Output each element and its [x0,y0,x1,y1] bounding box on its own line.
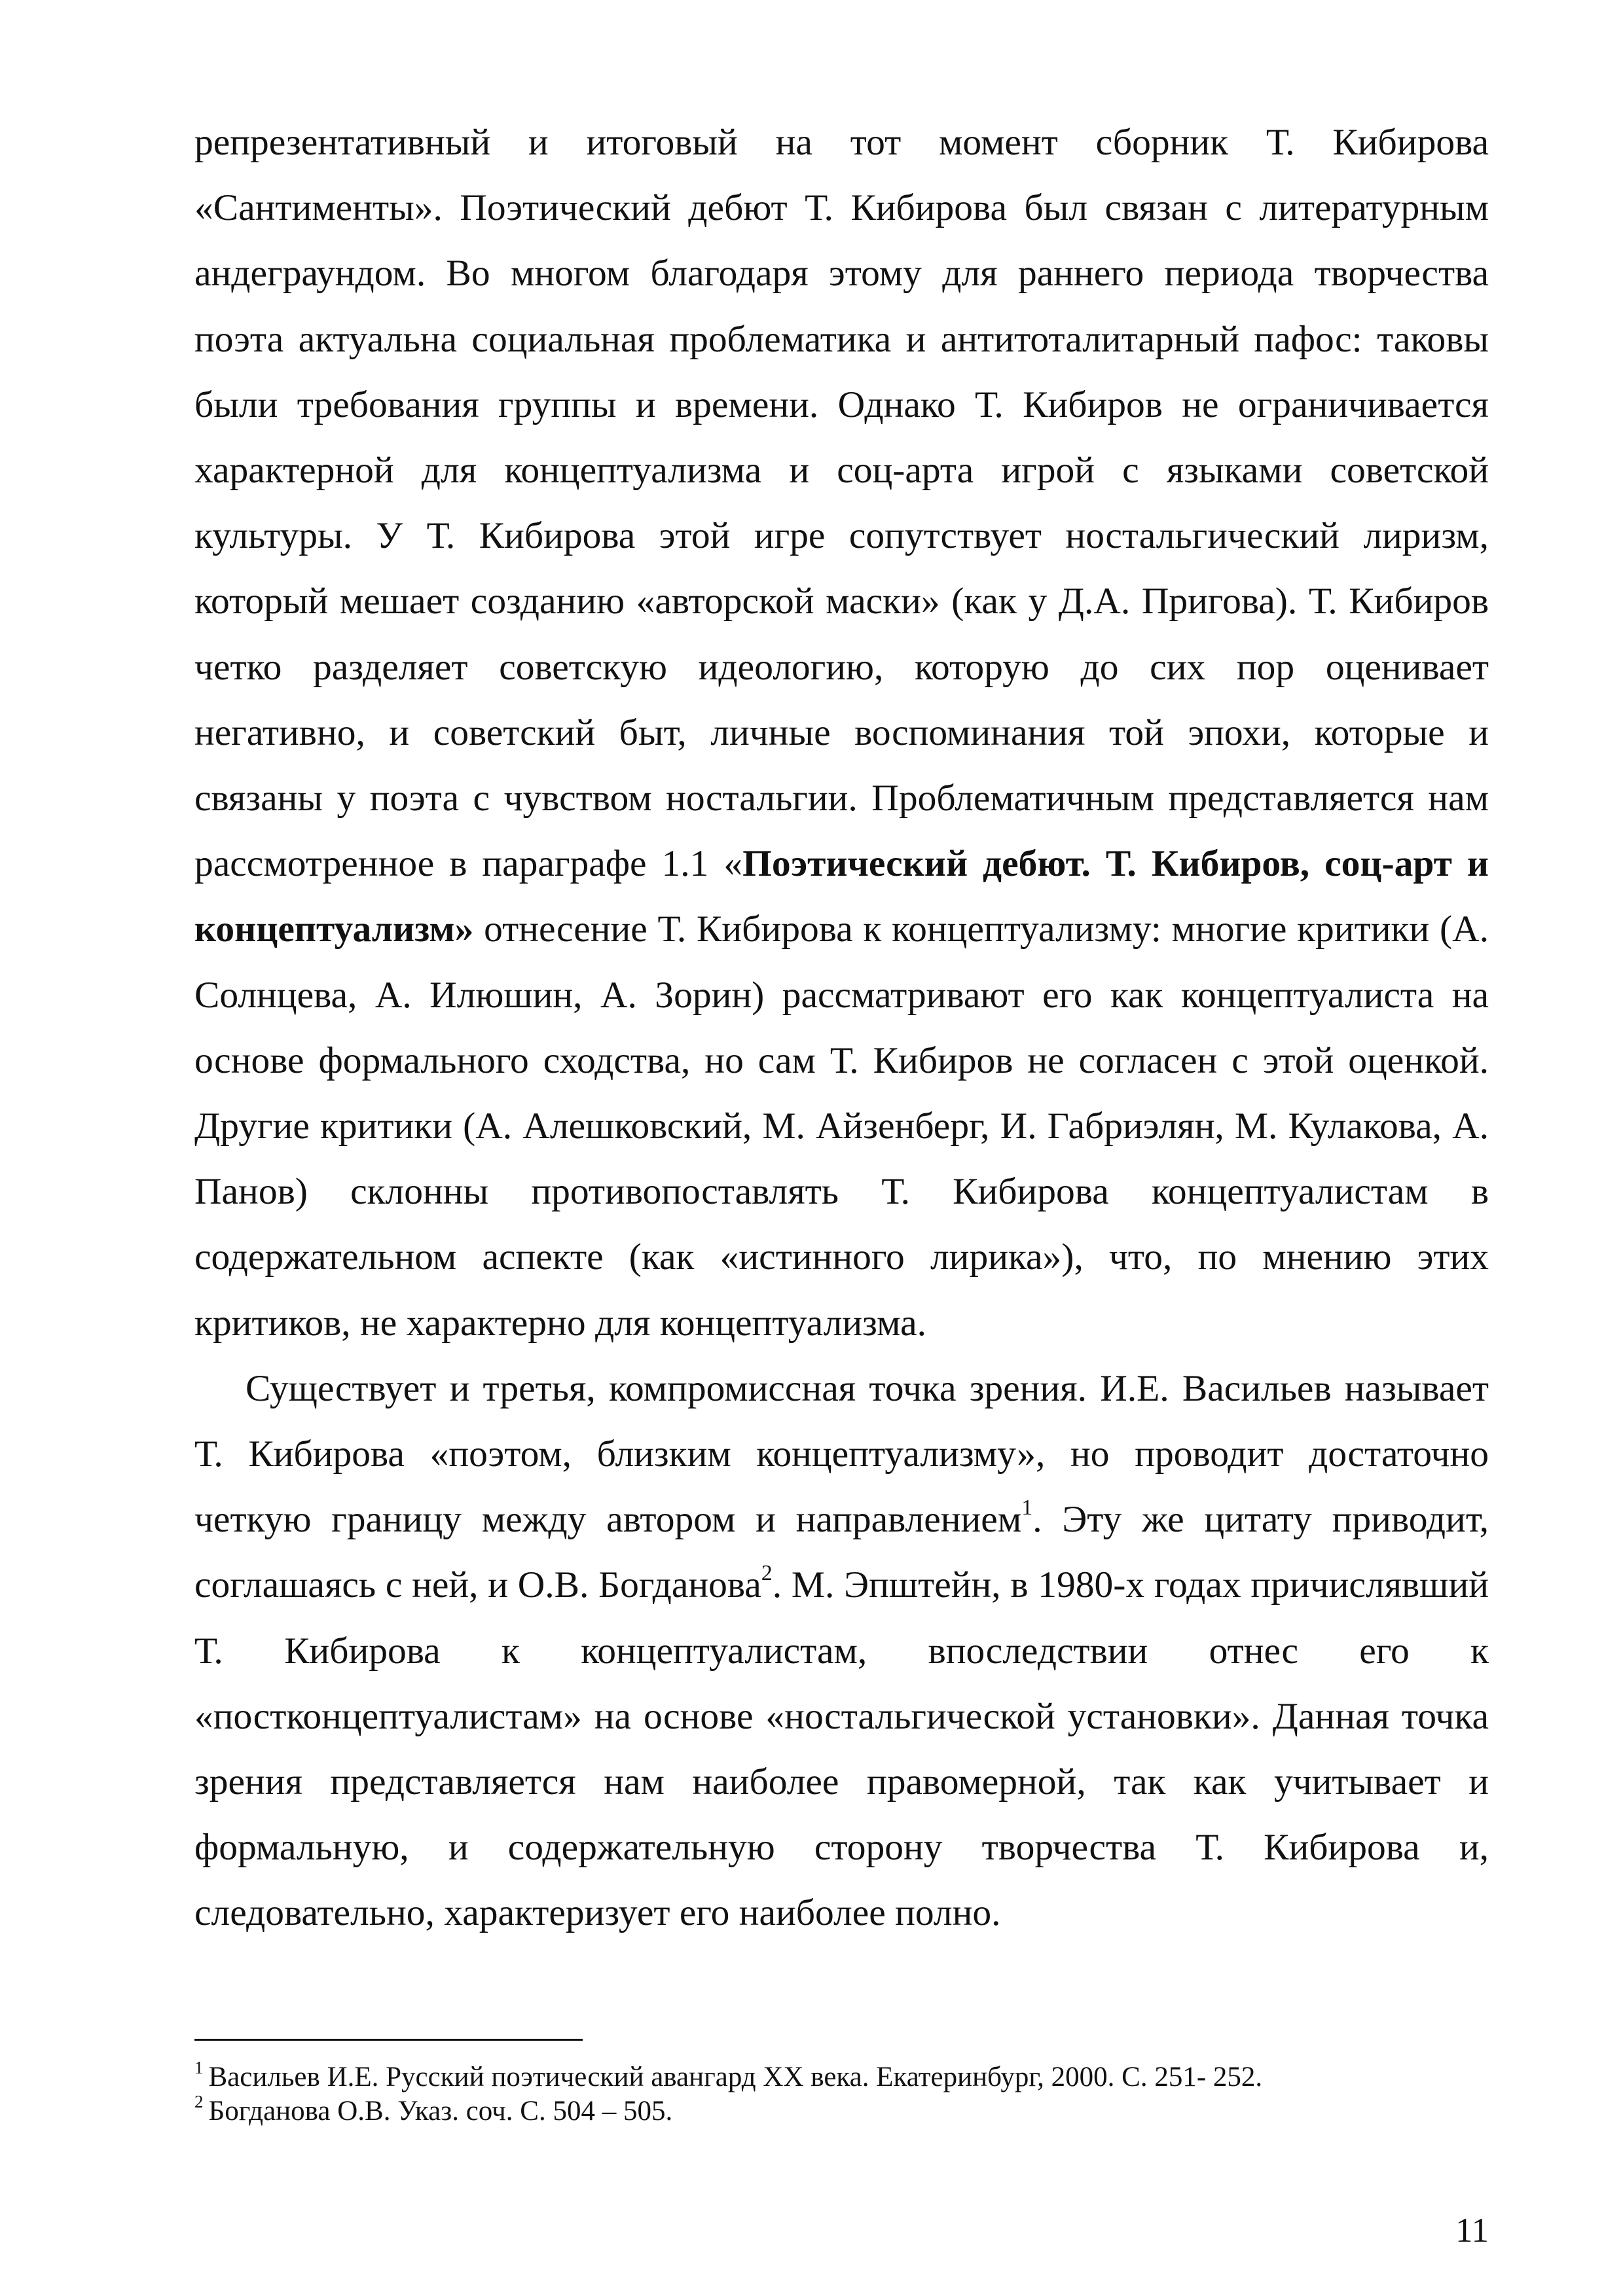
paragraph-1-text-end: отнесение Т. Кибирова к концептуализму: многие критики (А. Солнцева, А. Илюшин, А. Зорин) рассматривают его как концептуалиста на основе формального сходства, но сам Т. Кибиров не согласен с этой оценкой. Другие критики (А. Алешковский, М. Айзенберг, И. Габриэлян, М. Кулакова, А. Панов) склонны противопоставлять Т. Кибирова концептуалистам в содержательном аспекте (как «истинного лирика»), что, по мнению этих критиков, не характерно для концептуализма. [194,908,1489,1344]
footnote-text-1: Васильев И.Е. Русский поэтический авангард XX века. Екатеринбург, 2000. С. 251- 252. [208,2062,1263,2092]
page-body [194,110,1489,1946]
paragraph-2-text-part-3: . М. Эпштейн, в 1980-х годах причислявший Т. Кибирова к концептуалистам, впоследствии отнес его к «постконцептуалистам» на основе «ностальгической установки». Данная точка зрения представляется нам наиболее правомерной, так как учитывает и формальную, и содержательную сторону творчества Т. Кибирова и, следовательно, характеризует его наиболее полно. [194,1564,1489,1934]
footnote-marker-2: 2 [194,2091,204,2111]
footnote-text-2: Богданова О.В. Указ. соч. С. 504 – 505. [208,2096,673,2126]
body-paragraph-1 [194,110,1489,1356]
footnote-2 [194,2091,1489,2128]
paragraph-2-text-part-2: . Эту же цитату приводит, соглашаясь с ней, и О.В. Богданова [194,1499,1489,1606]
footnote-1 [194,2057,1489,2094]
footnote-marker-1: 1 [194,2057,204,2077]
footnote-separator [194,2039,583,2041]
page-number: 11 [1455,2212,1489,2250]
footnotes [194,2057,1489,2128]
body-paragraph-2 [194,1356,1489,1946]
paragraph-2-text-part-1: Существует и третья, компромиссная точка зрения. И.Е. Васильев называет Т. Кибирова «поэтом, близким концептуализму», но проводит достаточно четкую границу между автором и направлением [194,1367,1489,1541]
paragraph-1-text-start: репрезентативный и итоговый на тот момент сборник Т. Кибирова «Сантименты». Поэтический дебют Т. Кибирова был связан с литературным андеграундом. Во многом благодаря этому для раннего периода творчества поэта актуальна социальная проблематика и антитоталитарный пафос: таковы были требования группы и времени. Однако Т. Кибиров не ограничивается характерной для концептуализма и соц-арта игрой с языками советской культуры. У Т. Кибирова этой игре сопутствует ностальгический лиризм, который мешает созданию «авторской маски» (как у Д.А. Пригова). Т. Кибиров четко разделяет советскую идеологию, которую до сих пор оценивает негативно, и советский быт, личные воспоминания той эпохи, которые и связаны у поэта с чувством ностальгии. Проблематичным представляется нам рассмотренное в параграфе 1.1 « [194,122,1489,885]
footnote-reference-1[interactable]: 1 [1021,1496,1033,1520]
cited-section-title: Поэтический дебют. Т. Кибиров, соц-арт и концептуализм» [194,843,1489,950]
footnote-reference-2[interactable]: 2 [761,1561,773,1586]
